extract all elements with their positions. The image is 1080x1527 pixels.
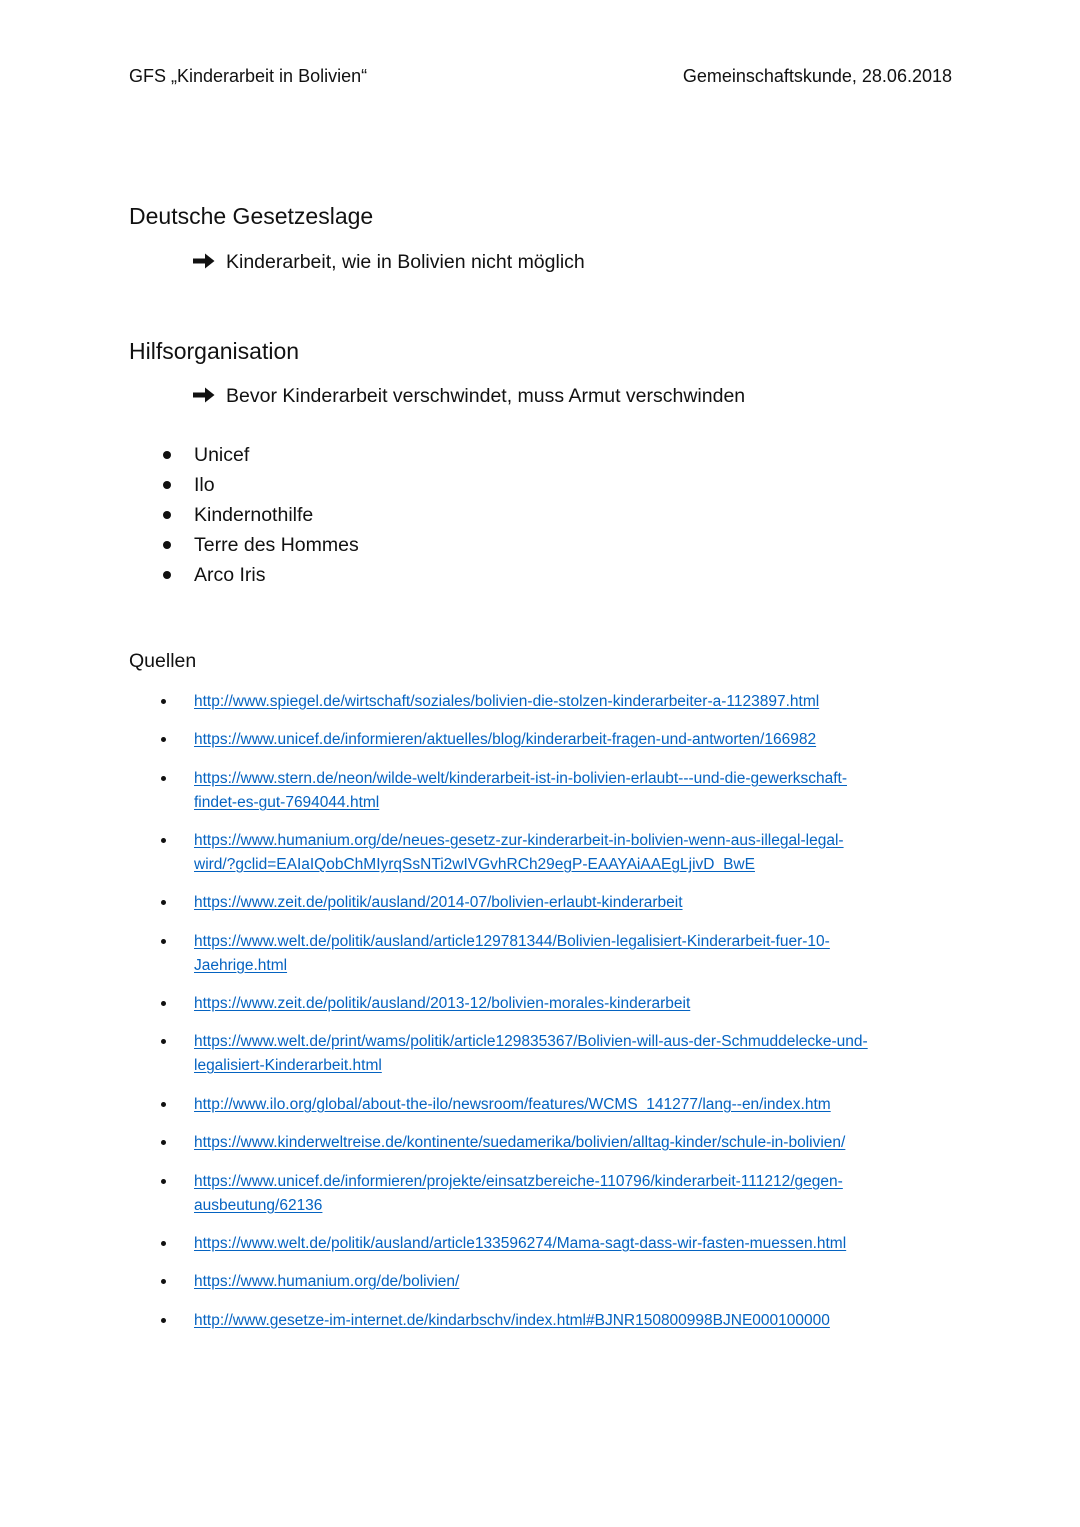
source-link[interactable]: https://www.humanium.org/de/bolivien/ [194, 1273, 460, 1290]
section-heading-help: Hilfsorganisation [129, 338, 300, 364]
source-link[interactable]: https://www.welt.de/print/wams/politik/article129835367/Bolivien-will-aus-der-Schmuddelecke-und- legalisiert-Kinderarbeit.html [194, 1033, 868, 1074]
organization-list [160, 441, 359, 591]
help-arrow-point [193, 383, 745, 409]
source-link[interactable]: https://www.welt.de/politik/ausland/article133596274/Mama-sagt-dass-wir-fasten-muessen.html [194, 1235, 847, 1252]
list-item [160, 441, 359, 471]
bullet-icon [161, 776, 166, 781]
bullet-icon [163, 511, 171, 519]
document-header-title: GFS „Kinderarbeit in Bolivien“ [129, 66, 368, 86]
law-arrow-point [193, 249, 585, 275]
organization-name: Ilo [194, 474, 215, 496]
organization-name: Unicef [194, 444, 250, 466]
list-item [160, 501, 359, 531]
help-arrow-text: Bevor Kinderarbeit verschwindet, muss Armut verschwinden [226, 385, 746, 407]
bullet-icon [161, 1241, 166, 1246]
document-header-subject-date: Gemeinschaftskunde, 28.06.2018 [682, 66, 952, 86]
law-arrow-text: Kinderarbeit, wie in Bolivien nicht möglich [226, 251, 585, 273]
source-link[interactable]: http://www.spiegel.de/wirtschaft/soziales/bolivien-die-stolzen-kinderarbeiter-a-1123897.html [194, 693, 820, 710]
right-arrow-icon [193, 253, 215, 269]
organization-name: Arco Iris [194, 564, 266, 586]
source-link[interactable]: http://www.gesetze-im-internet.de/kindarbschv/index.html#BJNR150800998BJNE000100000 [194, 1312, 830, 1329]
bullet-icon [161, 1318, 166, 1323]
bullet-icon [163, 541, 171, 549]
list-item [160, 561, 359, 591]
list-item [160, 531, 359, 561]
bullet-icon [161, 939, 166, 944]
source-link[interactable]: https://www.unicef.de/informieren/aktuelles/blog/kinderarbeit-fragen-und-antworten/166982 [194, 731, 817, 748]
source-link[interactable]: https://www.kinderweltreise.de/kontinente/suedamerika/bolivien/alltag-kinder/schule-in-bolivien/ [194, 1134, 846, 1151]
bullet-icon [161, 737, 166, 742]
source-link[interactable]: https://www.stern.de/neon/wilde-welt/kinderarbeit-ist-in-bolivien-erlaubt---und-die-gewerkschaft- findet-es-gut-7694044.html [194, 770, 847, 811]
source-link[interactable]: https://www.zeit.de/politik/ausland/2014-07/bolivien-erlaubt-kinderarbeit [194, 894, 683, 911]
organization-name: Terre des Hommes [194, 534, 359, 556]
bullet-icon [161, 1039, 166, 1044]
bullet-icon [163, 481, 171, 489]
bullet-icon [161, 838, 166, 843]
bullet-icon [161, 1140, 166, 1145]
organization-name: Kindernothilfe [194, 504, 314, 526]
bullet-icon [161, 900, 166, 905]
source-link[interactable]: https://www.humanium.org/de/neues-gesetz-zur-kinderarbeit-in-bolivien-wenn-aus-illegal-legal- wird/?gclid=EAIaIQobChMIyrqSsNTi2wIVGvhRCh29egP-EAAYAiAAEgLjivD_BwE [194, 832, 844, 873]
bullet-icon [161, 1279, 166, 1284]
section-heading-law: Deutsche Gesetzeslage [129, 203, 374, 229]
bullet-icon [163, 451, 171, 459]
bullet-icon [161, 1102, 166, 1107]
bullet-icon [161, 1001, 166, 1006]
bullet-icon [163, 571, 171, 579]
list-item [160, 471, 359, 501]
sources-heading: Quellen [129, 650, 197, 672]
source-link[interactable]: https://www.zeit.de/politik/ausland/2013-12/bolivien-morales-kinderarbeit [194, 995, 691, 1012]
source-link[interactable]: http://www.ilo.org/global/about-the-ilo/newsroom/features/WCMS_141277/lang--en/index.htm [194, 1096, 831, 1113]
source-link[interactable]: https://www.welt.de/politik/ausland/article129781344/Bolivien-legalisiert-Kinderarbeit-fuer-10- Jaehrige.html [194, 933, 830, 974]
bullet-icon [161, 1179, 166, 1184]
source-link[interactable]: https://www.unicef.de/informieren/projekte/einsatzbereiche-110796/kinderarbeit-111212/gegen- ausbeutung/62136 [194, 1173, 843, 1214]
right-arrow-icon [193, 387, 215, 403]
bullet-icon [161, 699, 166, 704]
